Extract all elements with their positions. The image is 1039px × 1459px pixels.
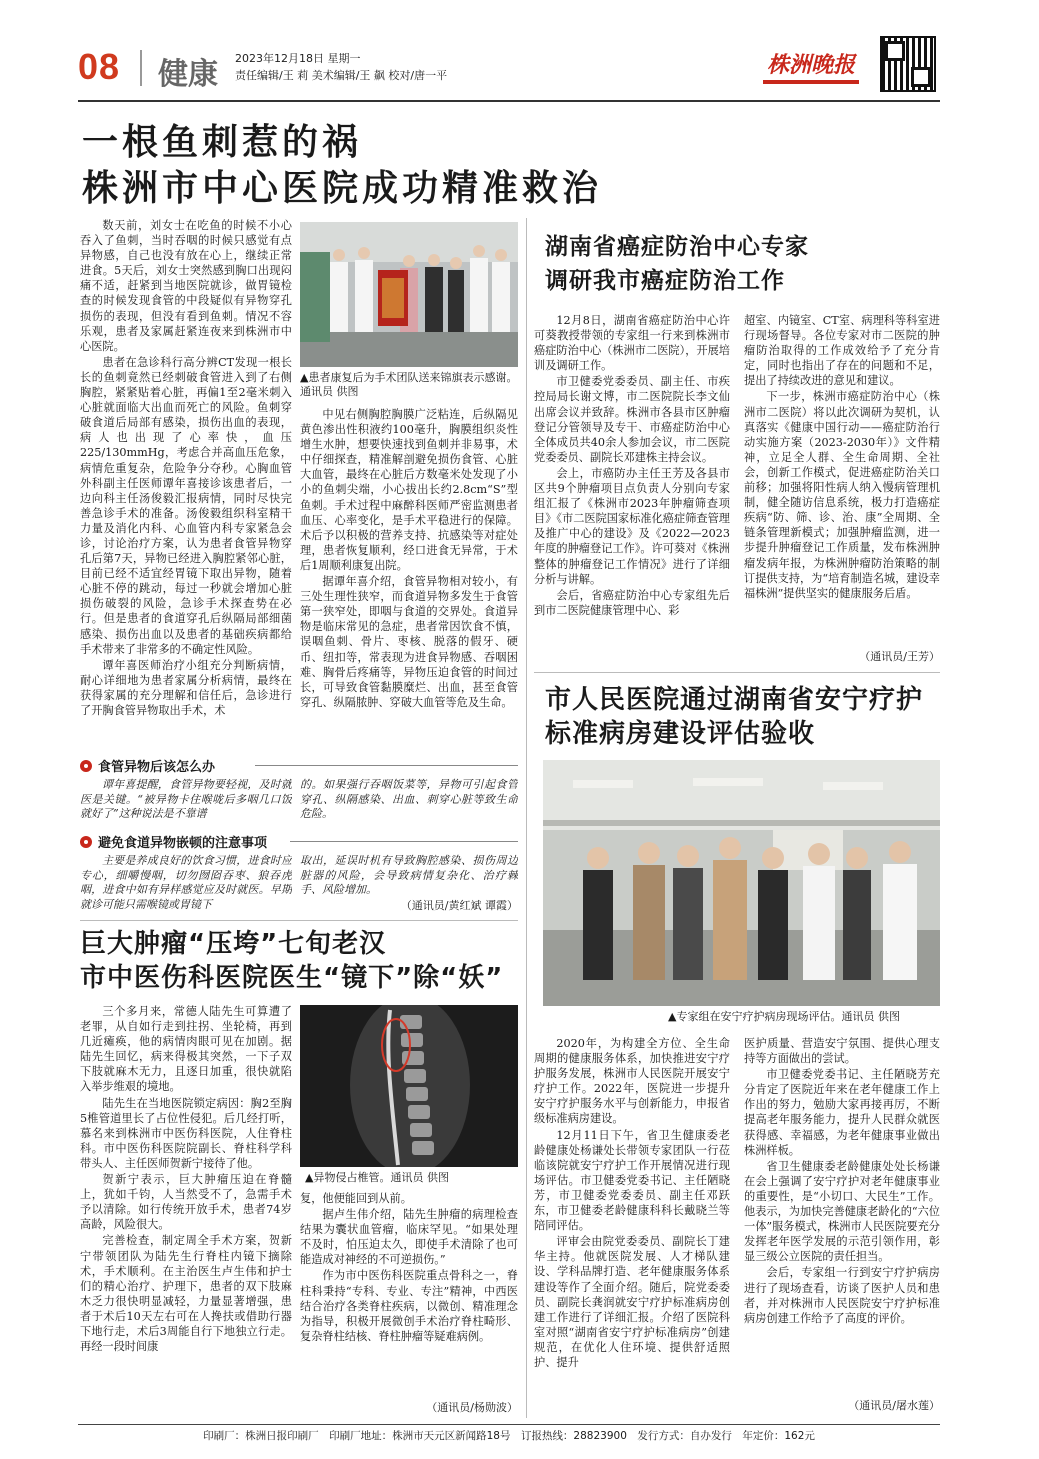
tumor-credit: （通讯员/杨勋波） bbox=[426, 1401, 518, 1414]
lead-column-2 bbox=[300, 407, 518, 755]
bullet-icon bbox=[80, 836, 92, 848]
lead-photo bbox=[300, 222, 518, 367]
cancer-credit: （通讯员/王芳） bbox=[859, 650, 940, 663]
paragraph: 中见右侧胸腔胸膜广泛粘连，后纵隔见黄色渗出性积液约100毫升，胸膜组织炎性增生水肿，想要快速找到鱼刺并非易事，术中仔细探查，精准解剖避免损伤食管、心脏大血管，最终在心脏后方数毫米处发现了小小的鱼刺尖端，小心拔出长约2.8cm“S”型鱼刺。手术过程中麻醉科医师严密监测患者血压、心率变化，是手术平稳进行的保障。术后予以积极的营养支持、抗感染等对症处理，患者恢复顺利，经口进食无异常，于术后1周顺利康复出院。 bbox=[300, 408, 518, 572]
cancer-headline-line1: 湖南省癌症防治中心专家 bbox=[545, 233, 809, 260]
paragraph: 完善检查，制定周全手术方案，贺新宁带领团队为陆先生行脊柱内镜下摘除术，手术顺利。在主治医生卢生伟和护士们的精心治疗、护理下，患者的双下肢麻木乏力很快明显减轻，力量显著增强，患者于术后10天左右可在人搀扶或借助行器下地行走，术后3周能自行下地独立行走。再经一段时间康 bbox=[80, 1234, 292, 1354]
ward-headline-line2: 标准病房建设评估验收 bbox=[545, 719, 816, 749]
tip-box-2-left bbox=[80, 854, 292, 914]
tumor-headline-line2: 市中医伤科医院医生“镜下”除“妖” bbox=[80, 963, 504, 993]
ward-photo bbox=[543, 760, 940, 1006]
paragraph: 评审会由院党委委员、副院长丁建华主持。他就医院发展、人才梯队建设、学科品牌打造、老年健康服务体系建设等作了全面介绍。随后，院党委委员、副院长龚润就安宁疗护标准病房创建工作进行了详细汇报。介绍了医院科室对照“湖南省安宁疗护标准病房”创建规范，在优化人住环境、提供舒适照护、提升 bbox=[534, 1235, 730, 1369]
ward-credit: （通讯员/屠水莲） bbox=[848, 1399, 940, 1412]
tumor-photo-caption: ▲异物侵占椎管。通讯员 供图 bbox=[305, 1171, 449, 1184]
page-header bbox=[78, 40, 940, 96]
ward-photo-caption: ▲专家组在安宁疗护病房现场评估。通讯员 供图 bbox=[668, 1010, 900, 1023]
lead-column-1 bbox=[80, 218, 292, 756]
paragraph: 谭年喜医师治疗小组充分判断病情，耐心详细地为患者家属分析病情，最终在获得家属的充分理解和信任后，急诊进行了开胸食管异物取出手术，术 bbox=[80, 658, 292, 717]
qr-code-icon bbox=[880, 36, 936, 92]
tip-text: 取出，延误时机有导致胸腔感染、损伤周边脏器的风险，会导致病情复杂化、治疗棘手、风险增加。 bbox=[300, 854, 518, 897]
lead-photo-caption: ▲患者康复后为手术团队送来锦旗表示感谢。通讯员 供图 bbox=[300, 371, 518, 398]
subhead-rule bbox=[255, 765, 518, 766]
section-name: 健康 bbox=[158, 57, 218, 92]
paragraph: 超室、内镜室、CT室、病理科等科室进行现场督导。各位专家对市二医院的肿瘤防治取得的工作成效给予了充分肯定，同时也指出了存在的问题和不足，提出了持续改进的意见和建议。 bbox=[744, 314, 940, 388]
banner-photo-image bbox=[300, 222, 518, 367]
tip-text: 谭年喜提醒，食管异物要轻视，及时就医是关键。“被异物卡住喉咙后多咽几口饭就好了”这种说法是不靠谱 bbox=[80, 778, 292, 821]
paragraph: 市卫健委党委委员、副主任、市疾控局局长谢文博，市二医院院长李文仙出席会议并致辞。株洲市各县市区肿瘤登记分管领导及专干、市癌症防治中心全体成员共40余人参加会议，市二医院党委委员、副院长邓建株主持会议。 bbox=[534, 375, 730, 464]
paragraph: 据谭年喜介绍，食管异物相对较小，有三处生理性狭窄，而食道异物多发生于食管第一狭窄处，即咽与食道的交界处。食道异物是临床常见的急症，患者常因饮食不慎，误咽鱼刺、骨片、枣核、脱落的假牙、硬币、纽扣等，常表现为进食异物感、吞咽困难、胸骨后疼痛等，异物压迫食管的时间过长，可导致食管黏膜糜烂、出血，甚至食管穿孔、纵隔脓肿、穿破大血管等危及生命。 bbox=[300, 575, 518, 709]
paragraph: 会后，省癌症防治中心专家组先后到市二医院健康管理中心、彩 bbox=[534, 588, 730, 617]
paragraph: 会上，市癌防办主任王芳及各县市区共9个肿瘤项目点负责人分别向专家组汇报了《株洲市2023年肿瘤筛查项目》《市二医院国家标准化癌症筛查管理及推广中心的建设》及《2022—2023年度的肿瘤登记工作》。许可葵对《株洲整体的肿瘤登记工作情况》进行了详细分析与讲解。 bbox=[534, 466, 730, 586]
newspaper-logo: 株洲晚报 bbox=[766, 52, 855, 78]
paragraph: 下一步，株洲市癌症防治中心（株洲市二医院）将以此次调研为契机，认真落实《健康中国行动——癌症防治行动实施方案（2023-2030年）》文件精神，立足全人群、全生命周期、全社会，创新工作模式，促进癌症防治关口前移；加强将阳性病人纳入慢病管理机制，健全随访信息系统，极力打造癌症疾病“防、筛、诊、治、康”全周期、全链条管理新模式；加强肿瘤监测，进一步提升肿瘤登记工作质量，发布株洲肿瘤发病年报，为株洲肿瘤防治策略的制订提供支持，为“培育制造名城，建设幸福株洲”提供坚实的健康服务后盾。 bbox=[744, 390, 940, 600]
bullet-icon bbox=[80, 760, 92, 772]
paragraph: 市卫健委党委书记、主任陋晓芳充分肯定了医院近年来在老年健康工作上作出的努力，勉励大家再接再厉，不断提高老年服务能力，提升人民群众就医获得感、幸福感，为老年健康事业做出株洲样板。 bbox=[744, 1068, 940, 1157]
paragraph: 12月8日，湖南省癌症防治中心许可葵教授带领的专家组一行来到株洲市癌症防治中心（株洲市二医院），开展培训及调研工作。 bbox=[534, 314, 730, 373]
section-divider bbox=[534, 672, 940, 673]
paragraph: 患者在急诊科行高分辨CT发现一根长长的鱼刺竟然已经刺破食管进入到了右侧胸腔，紧紧贴着心脏，再偏1至2毫米刺入心脏就面临大出血而死亡的风险。鱼刺穿破食道后局部有感染，损伤出血的表现，病人也出现了心率快，血压225/130mmHg，考虑合并高血压危象，病情危重复杂，危险争分夺秒。心胸血管外科副主任医师谭年喜接诊该患者后，一边向科主任汤俊毅汇报病情，同时尽快完善急诊手术的准备。汤俊毅组织科室精干力量及消化内科、心血管内科专家紧急会诊，讨论治疗方案，认为患者食管异物穿孔后第7天，异物已经进入胸腔紧邻心脏，目前已经不适宜经胃镜下取出异物，随着心脏不停的跳动，每过一秒就会增加心脏损伤破裂的风险，急诊手术探查势在必行。但是患者的食道穿孔后纵隔局部细菌感染、损伤出血以及患者的基础疾病都给手术带来了非常多的不确定性风险。 bbox=[80, 355, 292, 656]
paragraph: 据卢生伟介绍，陆先生肿瘤的病理检查结果为囊状血管瘤，临床罕见。“如果处理不及时，怕压迫太久，即使手术清除了也可能造成对神经的不可逆损伤。” bbox=[300, 1208, 518, 1267]
page-number: 08 bbox=[78, 46, 121, 87]
editors-line: 责任编辑/王 莉 美术编辑/王 飙 校对/唐一平 bbox=[235, 69, 448, 82]
cancer-headline-line2: 调研我市癌症防治工作 bbox=[545, 267, 785, 294]
paragraph: 12月11日下午，省卫生健康委老龄健康处杨谦处长带领专家团队一行莅临该院就安宁疗护工作开展情况进行现场评估。市卫健委党委书记、主任陋晓芳，市卫健委党委委员、副主任邓跃东，市卫健委老龄健康科科长戴晓兰等陪同评估。 bbox=[534, 1128, 730, 1233]
paragraph: 会后，专家组一行到安宁疗护病房进行了现场查看，访谈了医护人员和患者，并对株洲市人民医院安宁疗护标准病房创建工作给予了高度的评价。 bbox=[744, 1266, 940, 1325]
subhead-prevention bbox=[80, 832, 267, 851]
subhead-food-foreign-body bbox=[80, 756, 215, 775]
subhead-text: 食管异物后该怎么办 bbox=[98, 760, 216, 775]
paragraph: 作为市中医伤科医院重点骨科之一，脊柱科秉持“专科、专业、专注”精神，中西医结合治疗各类脊柱疾病，以微创、精准理念为指导，积极开展微创手术治疗脊柱畸形、复杂脊柱结核、脊柱肿瘤等疑难病例。 bbox=[300, 1269, 518, 1343]
subhead-rule bbox=[290, 841, 518, 842]
section-divider bbox=[80, 920, 518, 921]
header-rule bbox=[78, 100, 940, 102]
ward-column-2 bbox=[744, 1036, 940, 1396]
tumor-photo bbox=[300, 1005, 518, 1167]
tip-box-1-right bbox=[300, 778, 518, 824]
cancer-column-2 bbox=[744, 313, 940, 649]
paragraph: 贺新宁表示，巨大肿瘤压迫在脊髓上，犹如千钧，人当然受不了，急需手术予以清除。如行传统开放手术，患者74岁高龄，风险很大。 bbox=[80, 1173, 292, 1232]
paragraph: 医护质量、营造安宁氛围、提供心理支持等方面做出的尝试。 bbox=[744, 1037, 940, 1066]
tip-box-1-left bbox=[80, 778, 292, 824]
cancer-column-1 bbox=[534, 313, 730, 663]
column-divider bbox=[526, 218, 527, 1418]
paragraph: 2020年，为构建全方位、全生命周期的健康服务体系，加快推进安宁疗护服务发展，株洲市人民医院开展安宁疗护工作。2022年，医院进一步提升安宁疗护服务水平与创新能力，申报省级标准病房建设。 bbox=[534, 1037, 730, 1126]
tumor-column-2 bbox=[300, 1191, 518, 1407]
lead-headline-line2: 株洲市中心医院成功精准救治 bbox=[82, 168, 603, 209]
ward-column-1 bbox=[534, 1036, 730, 1414]
paragraph: 数天前，刘女士在吃鱼的时候不小心吞入了鱼刺，当时吞咽的时候只感觉有点异物感，自己也没有放在心上，继续正常进食。5天后，刘女士突然感到胸口出现闷痛不适，赶紧到当地医院就诊，做胃镜检查的时候发现食管的中段疑似有异物穿孔损伤的表现，但没有看到鱼刺。情况不容乐观，患者及家属赶紧连夜来到株洲市中心医院。 bbox=[80, 219, 292, 353]
tumor-column-1 bbox=[80, 1004, 292, 1416]
tip-text: 主要是养成良好的饮食习惯，进食时应专心，细嚼慢咽，切勿囫囵吞枣、狼吞虎咽，进食中如有异样感觉应及时就医。早期就诊可能只需喉镜或胃镜下 bbox=[80, 854, 292, 911]
lead-headline-line1: 一根鱼刺惹的祸 bbox=[82, 122, 363, 163]
paragraph: 三个多月来，常德人陆先生可算遭了老罪，从自如行走到拄拐、坐轮椅，再到几近瘫痪，他的病情肉眼可见在加剧。据陆先生回忆，病来得极其突然，一下子双下肢就麻木无力，且逐日加重，很快就陷入举步维艰的境地。 bbox=[80, 1005, 292, 1094]
tip-box-2-right bbox=[300, 854, 518, 900]
date-line: 2023年12月18日 星期一 bbox=[235, 52, 361, 65]
tip-text: 的。如果强行吞咽饭菜等，异物可引起食管穿孔、纵隔感染、出血、刺穿心脏等致生命危险。 bbox=[300, 778, 518, 821]
hospital-corridor-image bbox=[543, 760, 940, 1006]
subhead-text: 避免食道异物嵌顿的注意事项 bbox=[98, 836, 268, 851]
paragraph: 省卫生健康委老龄健康处处长杨谦在会上强调了安宁疗护对老年健康事业的重要性，是“小切口、大民生”工作。他表示，为加快完善健康老龄化的“六位一体”服务模式，株洲市人民医院要充分发挥老年医学发展的示范引领作用，彰显三级公立医院的责任担当。 bbox=[744, 1159, 940, 1264]
paragraph: 复，他便能回到从前。 bbox=[300, 1192, 412, 1205]
lead-credit: （通讯员/黄红斌 谭霞） bbox=[400, 899, 518, 912]
logo-underline bbox=[763, 80, 859, 84]
ward-headline-line1: 市人民医院通过湖南省安宁疗护 bbox=[545, 685, 924, 715]
tumor-headline-line1: 巨大肿瘤“压垮”七旬老汉 bbox=[80, 929, 387, 959]
header-divider bbox=[140, 50, 142, 86]
mri-scan-image bbox=[300, 1005, 518, 1167]
paragraph: 陆先生在当地医院锁定病因：胸2至胸5椎管道里长了占位性侵犯。后几经打听，慕名来到株洲市中医伤科医院，人住脊柱科。市中医伤科医院院副长、脊柱科学科带头人、主任医师贺新宁接待了他。 bbox=[80, 1096, 292, 1170]
page-footer: 印刷厂：株洲日报印刷厂 印刷厂地址：株洲市天元区新闻路18号 订报热线：28823900 发行方式：自办发行 年定价：162元 bbox=[78, 1424, 940, 1443]
